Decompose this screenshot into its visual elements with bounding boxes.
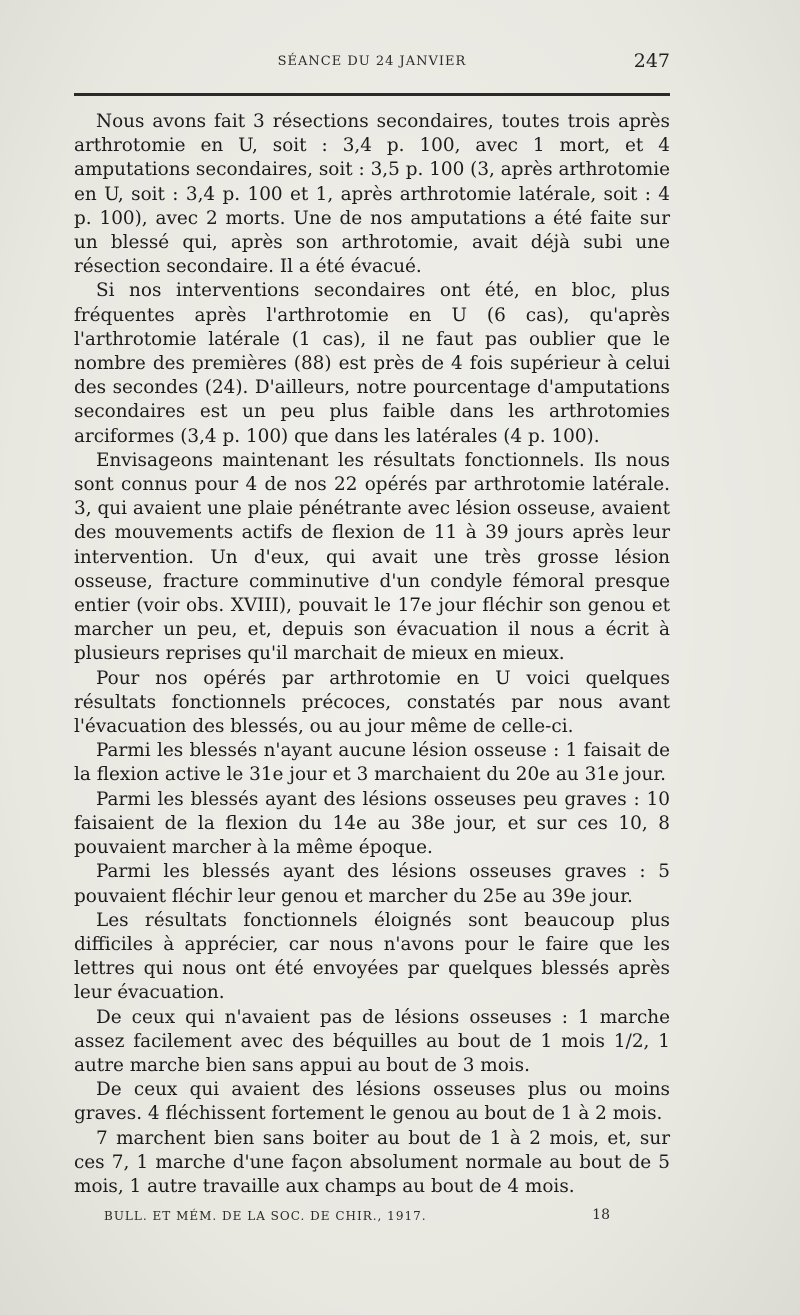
header-rule	[74, 93, 670, 96]
page-number: 247	[633, 50, 670, 72]
paragraph: Si nos interventions secondaires ont été, en bloc, plus fréquentes après l'arthrotomie en U (6 cas), qu'après l'arthrotomie latérale (1 cas), il ne faut pas oublier que le nombre des premières (88) est près de 4 fois supérieur à celui des secondes (24). D'ailleurs, notre pourcentage d'amputations secondaires est un peu plus faible dans les arthrotomies arciformes (3,4 p. 100) que dans les latérales (4 p. 100).	[74, 280, 670, 447]
paragraph: Nous avons fait 3 résections secondaires, toutes trois après arthrotomie en U, soit : 3,4 p. 100, avec 1 mort, et 4 amputations secondaires, soit : 3,5 p. 100 (3, après arthrotomie en U, soit : 3,4 p. 100 et 1, après arthrotomie latérale, soit : 4 p. 100), avec 2 morts. Une de nos amputations a été faite sur un blessé qui, après son arthrotomie, avait déjà subi une résection secondaire. Il a été évacué.	[74, 111, 670, 278]
paragraph: Parmi les blessés n'ayant aucune lésion osseuse : 1 faisait de la flexion active le 31e jour et 3 marchaient du 20e au 31e jour.	[74, 740, 670, 786]
journal-footer: BULL. ET MÉM. DE LA SOC. DE CHIR., 1917.	[104, 1209, 427, 1223]
paragraph: Parmi les blessés ayant des lésions osseuses graves : 5 pouvaient fléchir leur genou et marcher du 25e au 39e jour.	[74, 861, 670, 907]
paragraph: De ceux qui avaient des lésions osseuses plus ou moins graves. 4 fléchissent fortement le genou au bout de 1 à 2 mois.	[74, 1079, 670, 1125]
signature-mark: 18	[592, 1207, 610, 1223]
page-footer	[104, 1207, 610, 1227]
paragraph: Les résultats fonctionnels éloignés sont beaucoup plus difficiles à apprécier, car nous n'avons pour le faire que les lettres qui nous ont été envoyées par quelques blessés après leur évacuation.	[74, 909, 670, 1004]
paragraph: Pour nos opérés par arthrotomie en U voici quelques résultats fonctionnels précoces, constatés par nous avant l'évacuation des blessés, ou au jour même de celle-ci.	[74, 667, 670, 738]
paragraph: Parmi les blessés ayant des lésions osseuses peu graves : 10 faisaient de la flexion du 14e au 38e jour, et sur ces 10, 8 pouvaient marcher à la même époque.	[74, 788, 670, 859]
paragraph: Envisageons maintenant les résultats fonctionnels. Ils nous sont connus pour 4 de nos 22 opérés par arthrotomie latérale. 3, qui avaient une plaie pénétrante avec lésion osseuse, avaient des mouvements actifs de flexion de 11 à 39 jours après leur intervention. Un d'eux, qui avait une très grosse lésion osseuse, fracture comminutive d'un condyle fémoral presque entier (voir obs. XVIII), pouvait le 17e jour fléchir son genou et marcher un peu, et, depuis son évacuation il nous a écrit à plusieurs reprises qu'il marchait de mieux en mieux.	[74, 449, 670, 665]
page-header	[74, 50, 670, 74]
paragraph: De ceux qui n'avaient pas de lésions osseuses : 1 marche assez facilement avec des béquilles au bout de 1 mois 1/2, 1 autre marche bien sans appui au bout de 3 mois.	[74, 1006, 670, 1076]
running-head: SÉANCE DU 24 JANVIER	[277, 54, 467, 69]
body-text	[74, 110, 670, 1199]
paragraph: 7 marchent bien sans boiter au bout de 1 à 2 mois, et, sur ces 7, 1 marche d'une façon absolument normale au bout de 5 mois, 1 autre travaille aux champs au bout de 4 mois.	[74, 1127, 670, 1197]
